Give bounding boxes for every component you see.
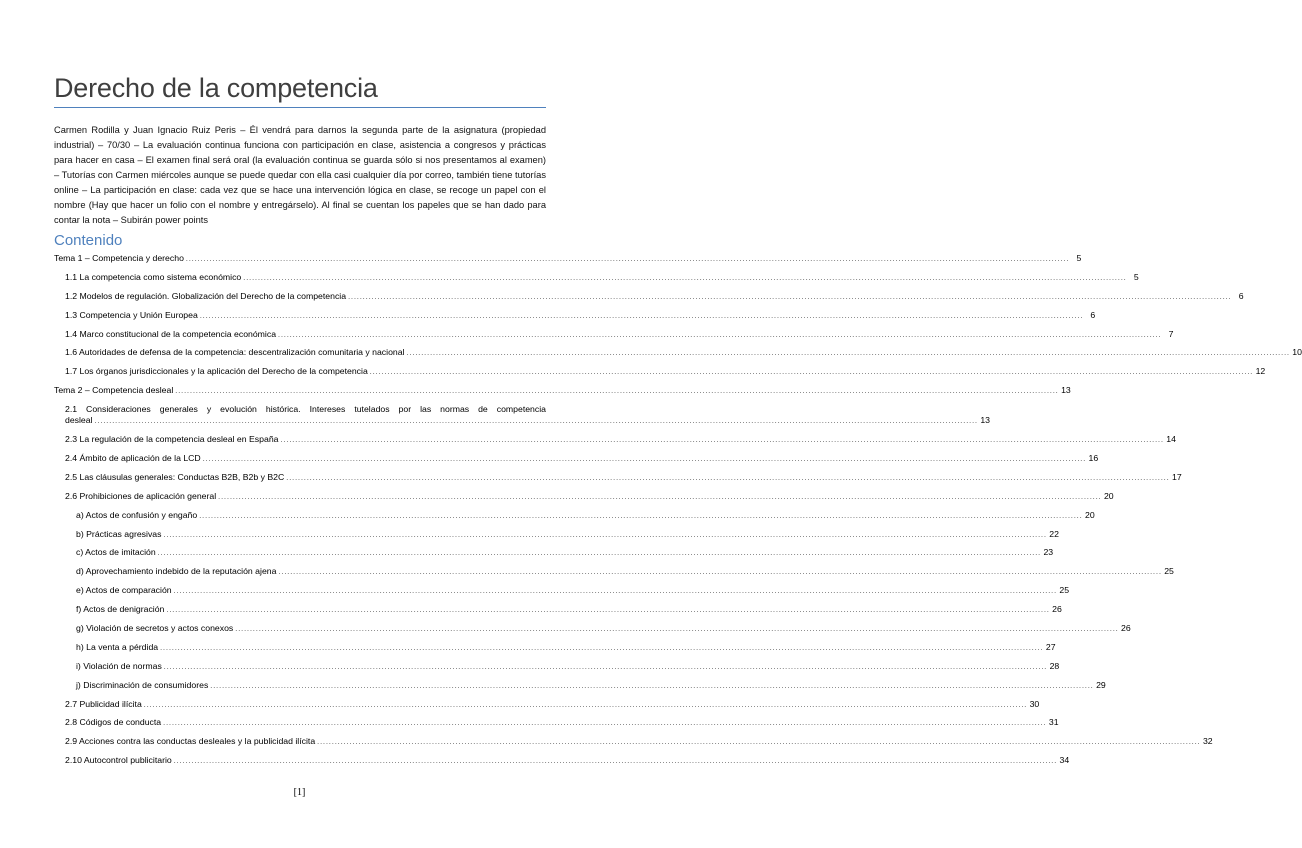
toc-leader-dots: ............................................................................................................................................................................................................................................................................................................ bbox=[280, 437, 1164, 445]
toc-entry-label: 2.7 Publicidad ilícita bbox=[65, 698, 142, 709]
toc-entry-label: 2.9 Acciones contra las conductas desleales y la publicidad ilícita bbox=[65, 736, 316, 747]
page-number: [1] bbox=[293, 787, 306, 798]
toc-leader-dots: ............................................................................................................................................................................................................................................................................................................ bbox=[210, 682, 1094, 690]
toc-leader-dots: ............................................................................................................................................................................................................................................................................................................ bbox=[202, 456, 1087, 464]
toc-leader-dots: ............................................................................................................................................................................................................................................................................................................ bbox=[163, 663, 1048, 671]
toc-entry-label: 1.7 Los órganos jurisdiccionales y la aplicación del Derecho de la competencia bbox=[65, 366, 368, 377]
toc-entry[interactable] bbox=[54, 252, 1082, 271]
toc-entry-label: e) Actos de comparación bbox=[76, 585, 172, 596]
toc-entry[interactable] bbox=[54, 584, 1070, 603]
toc-leader-dots: ............................................................................................................................................................................................................................................................................................................ bbox=[199, 312, 1084, 320]
toc-entry-page: 7 bbox=[1168, 328, 1174, 339]
toc-entry-page: 10 bbox=[1292, 347, 1302, 358]
toc-entry-page: 34 bbox=[1059, 755, 1070, 766]
toc-entry-label: Tema 2 – Competencia desleal bbox=[54, 385, 174, 396]
toc-entry-page: 13 bbox=[1061, 385, 1071, 396]
toc-leader-dots: ............................................................................................................................................................................................................................................................................................................ bbox=[160, 644, 1044, 652]
toc-entry[interactable] bbox=[54, 452, 1099, 471]
toc-leader-dots: ............................................................................................................................................................................................................................................................................................................ bbox=[278, 331, 1162, 339]
toc-leader-dots: ............................................................................................................................................................................................................................................................................................................ bbox=[163, 531, 1047, 539]
toc-entry-label: 1.6 Autoridades de defensa de la competencia: descentralización comunitaria y nacional bbox=[65, 347, 405, 358]
toc-entry-label: Tema 1 – Competencia y derecho bbox=[54, 253, 184, 263]
toc-entry[interactable] bbox=[54, 603, 1062, 622]
toc-entry-page: 12 bbox=[1255, 366, 1266, 377]
toc-entry-label: 2.8 Códigos de conducta bbox=[65, 717, 162, 728]
toc-leader-dots: ............................................................................................................................................................................................................................................................................................................ bbox=[173, 588, 1058, 596]
toc-entry-label-continued: desleal bbox=[65, 415, 93, 426]
toc-entry[interactable] bbox=[54, 660, 1060, 679]
toc-leader-dots: ............................................................................................................................................................................................................................................................................................................ bbox=[406, 350, 1290, 358]
toc-entry[interactable] bbox=[54, 290, 1244, 309]
toc-entry-page: 13 bbox=[980, 415, 990, 426]
toc-leader-dots: ............................................................................................................................................................................................................................................................................................................ bbox=[199, 512, 1083, 520]
toc-entry-label: 2.6 Prohibiciones de aplicación general bbox=[65, 490, 217, 501]
toc-entry-label: 2.4 Ámbito de aplicación de la LCD bbox=[65, 453, 201, 464]
table-of-contents bbox=[54, 252, 1302, 773]
toc-leader-dots: ............................................................................................................................................................................................................................................................................................................ bbox=[175, 388, 1059, 396]
toc-entry-page: 20 bbox=[1085, 509, 1095, 520]
contents-heading: Contenido bbox=[54, 232, 123, 249]
toc-entry-page: 22 bbox=[1049, 528, 1059, 539]
toc-entry[interactable] bbox=[54, 546, 1054, 565]
toc-entry-label: 2.3 La regulación de la competencia desleal en España bbox=[65, 434, 279, 445]
toc-leader-dots: ............................................................................................................................................................................................................................................................................................................ bbox=[348, 293, 1232, 301]
toc-leader-dots: ............................................................................................................................................................................................................................................................................................................ bbox=[157, 550, 1042, 558]
toc-entry-label: 2.5 Las cláusulas generales: Conductas B2B, B2b y B2C bbox=[65, 471, 285, 482]
toc-leader-dots: ............................................................................................................................................................................................................................................................................................................ bbox=[173, 758, 1058, 766]
intro-paragraph: Carmen Rodilla y Juan Ignacio Ruiz Peris – Él vendrá para darnos la segunda parte de la asignatura (propiedad industrial) – 70/30 – La evaluación continua funciona con participación en clase, asistencia a congresos y prácticas para hacer en casa – El examen final será oral (la evaluación continua se guarda sólo si nos presentamos al examen) – Tutorías con Carmen miércoles aunque se puede quedar con ella casi cualquier día por correo, también tiene tutorías online – La participación en clase: cada vez que se hace una intervención lógica en clase, se recoge un papel con el nombre (Hay que hacer un folio con el nombre y entregárselo). Al final se cuentan los papeles que se han dado para contar la nota – Subirán power points bbox=[54, 125, 546, 225]
toc-entry-label: g) Violación de secretos y actos conexos bbox=[76, 623, 234, 634]
toc-leader-dots: ............................................................................................................................................................................................................................................................................................................ bbox=[166, 607, 1050, 615]
toc-leader-dots: ............................................................................................................................................................................................................................................................................................................ bbox=[94, 418, 978, 426]
toc-leader-dots: ............................................................................................................................................................................................................................................................................................................ bbox=[185, 256, 1070, 263]
toc-entry-page: 5 bbox=[1133, 271, 1139, 282]
toc-entry-page: 27 bbox=[1045, 641, 1056, 652]
toc-leader-dots: ............................................................................................................................................................................................................................................................................................................ bbox=[218, 493, 1102, 501]
toc-entry-label: 1.1 La competencia como sistema económico bbox=[65, 271, 242, 282]
toc-entry-label: j) Discriminación de consumidores bbox=[76, 679, 209, 690]
toc-leader-dots: ............................................................................................................................................................................................................................................................................................................ bbox=[143, 701, 1028, 709]
toc-entry[interactable] bbox=[54, 679, 1106, 698]
toc-entry-label: d) Aprovechamiento indebido de la reputación ajena bbox=[76, 566, 277, 577]
toc-entry-page: 17 bbox=[1172, 471, 1182, 482]
toc-leader-dots: ............................................................................................................................................................................................................................................................................................................ bbox=[286, 474, 1170, 482]
toc-entry-label: b) Prácticas agresivas bbox=[76, 528, 162, 539]
title-underline bbox=[54, 107, 546, 108]
toc-entry-page: 6 bbox=[1238, 290, 1244, 301]
toc-leader-dots: ............................................................................................................................................................................................................................................................................................................ bbox=[317, 739, 1201, 747]
toc-entry-page: 25 bbox=[1164, 566, 1174, 577]
toc-entry[interactable] bbox=[54, 328, 1174, 347]
toc-entry-label: 1.2 Modelos de regulación. Globalización del Derecho de la competencia bbox=[65, 290, 347, 301]
document-title: Derecho de la competencia bbox=[54, 73, 378, 103]
toc-entry-page: 26 bbox=[1121, 623, 1131, 634]
toc-entry[interactable] bbox=[54, 641, 1056, 660]
toc-entry-page: 25 bbox=[1059, 585, 1070, 596]
toc-entry-label: 1.3 Competencia y Unión Europea bbox=[65, 309, 198, 320]
toc-entry[interactable] bbox=[54, 365, 1266, 384]
toc-leader-dots: ............................................................................................................................................................................................................................................................................................................ bbox=[369, 369, 1254, 377]
toc-entry[interactable] bbox=[54, 403, 990, 433]
toc-entry-page: 28 bbox=[1049, 660, 1060, 671]
toc-entry-label: 2.1 Consideraciones generales y evolución histórica. Intereses tutelados por las normas de competencia bbox=[65, 404, 546, 415]
toc-entry-page: 32 bbox=[1202, 736, 1213, 747]
toc-entry-page: 6 bbox=[1090, 309, 1096, 320]
toc-entry[interactable] bbox=[54, 384, 1071, 403]
toc-entry-page: 20 bbox=[1103, 490, 1114, 501]
toc-entry[interactable] bbox=[54, 716, 1059, 735]
toc-entry-page: 26 bbox=[1052, 604, 1062, 615]
toc-entry-page: 31 bbox=[1048, 717, 1059, 728]
toc-entry[interactable] bbox=[54, 698, 1040, 717]
toc-entry-page: 29 bbox=[1096, 679, 1106, 690]
toc-entry-page: 16 bbox=[1088, 453, 1099, 464]
toc-entry[interactable] bbox=[54, 471, 1182, 490]
toc-leader-dots: ............................................................................................................................................................................................................................................................................................................ bbox=[243, 274, 1127, 282]
toc-leader-dots: ............................................................................................................................................................................................................................................................................................................ bbox=[163, 720, 1047, 728]
toc-entry-page: 5 bbox=[1076, 253, 1082, 263]
toc-entry[interactable] bbox=[54, 490, 1114, 509]
toc-entry-label: 1.4 Marco constitucional de la competencia económica bbox=[65, 328, 277, 339]
toc-entry-page: 23 bbox=[1043, 547, 1054, 558]
toc-entry[interactable] bbox=[54, 309, 1096, 328]
toc-entry[interactable] bbox=[54, 271, 1139, 290]
toc-entry-label: a) Actos de confusión y engaño bbox=[76, 509, 198, 520]
toc-entry[interactable] bbox=[54, 622, 1131, 641]
toc-leader-dots: ............................................................................................................................................................................................................................................................................................................ bbox=[235, 626, 1119, 634]
toc-entry[interactable] bbox=[54, 735, 1213, 754]
toc-entry-page: 14 bbox=[1166, 434, 1176, 445]
toc-leader-dots: ............................................................................................................................................................................................................................................................................................................ bbox=[278, 569, 1162, 577]
toc-entry[interactable] bbox=[54, 565, 1174, 584]
toc-entry-label: i) Violación de normas bbox=[76, 660, 162, 671]
toc-entry[interactable] bbox=[54, 528, 1059, 547]
toc-entry-label: h) La venta a pérdida bbox=[76, 641, 159, 652]
toc-entry[interactable] bbox=[54, 509, 1095, 528]
toc-entry[interactable] bbox=[54, 346, 1302, 365]
toc-entry-page: 30 bbox=[1029, 698, 1040, 709]
toc-entry[interactable] bbox=[54, 754, 1070, 773]
toc-entry-label: 2.10 Autocontrol publicitario bbox=[65, 755, 172, 766]
toc-entry[interactable] bbox=[54, 433, 1176, 452]
toc-entry-label: c) Actos de imitación bbox=[76, 547, 156, 558]
toc-entry-label: f) Actos de denigración bbox=[76, 604, 165, 615]
